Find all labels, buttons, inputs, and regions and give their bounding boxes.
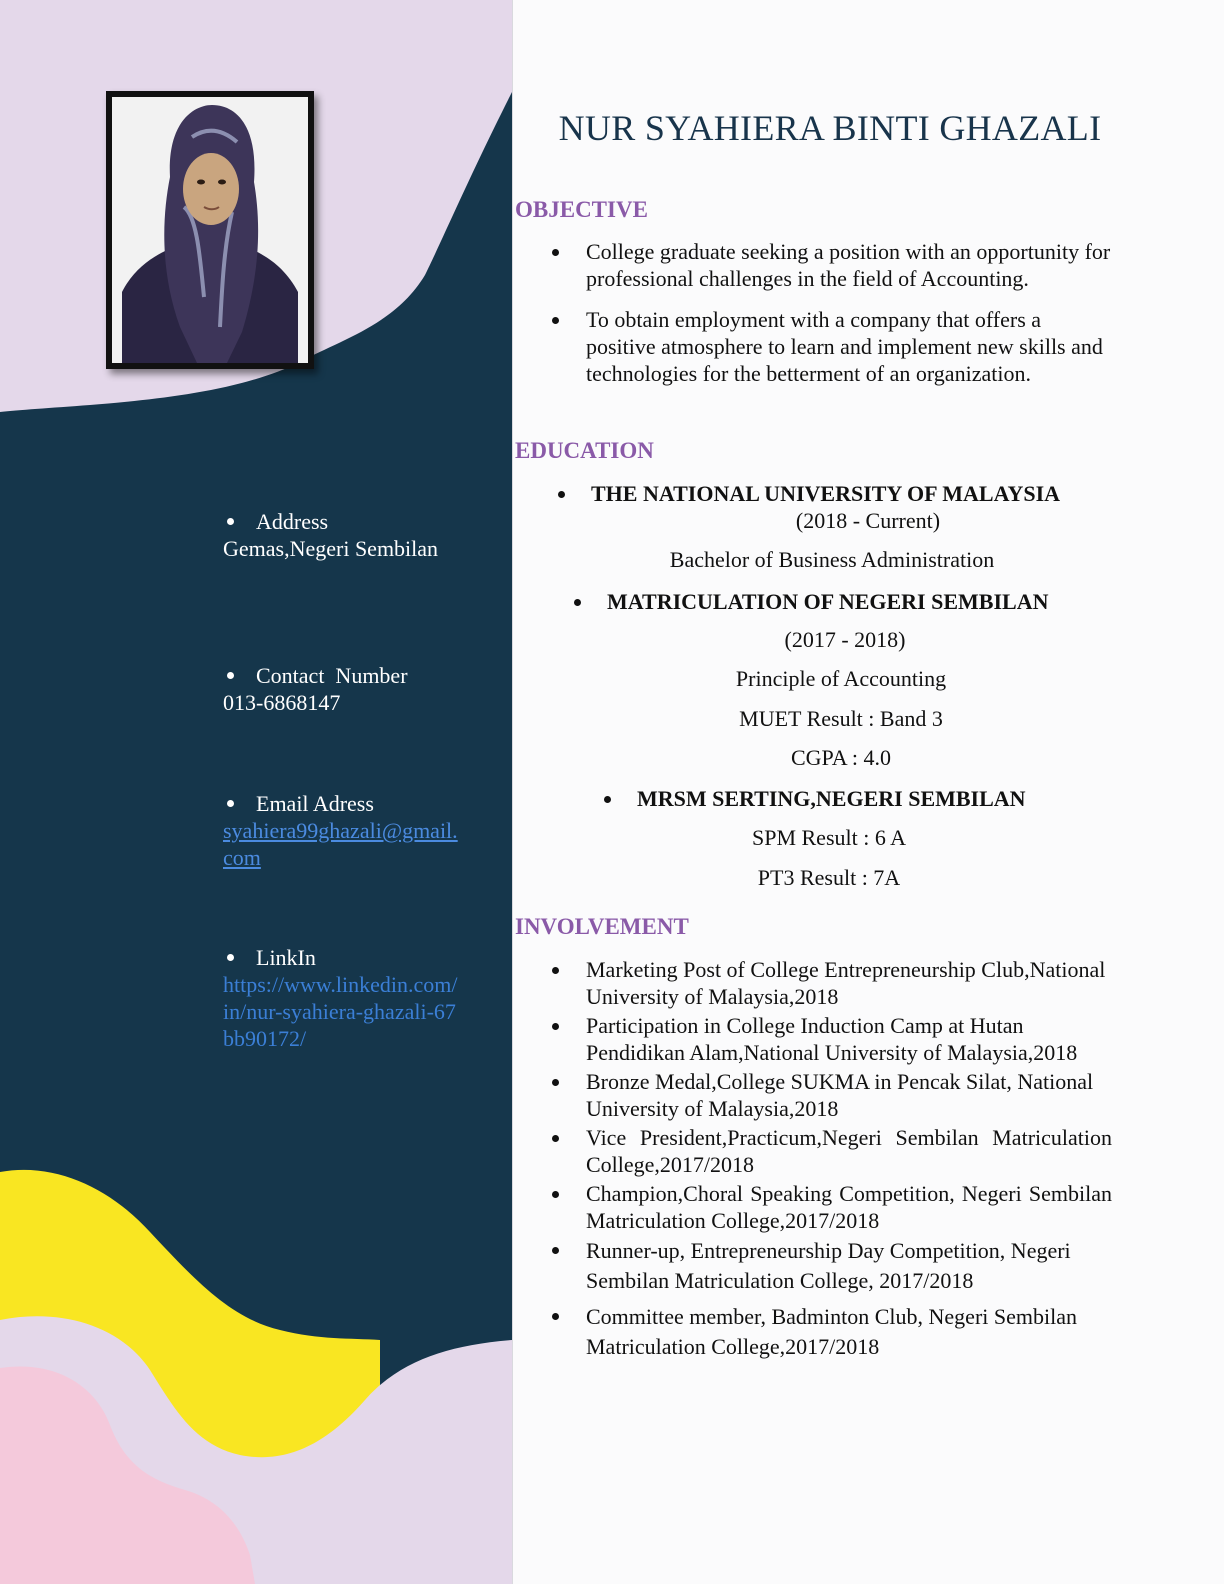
involvement-item: Committee member, Badminton Club, Negeri Sembilan Matriculation College,2017/2018 xyxy=(550,1302,1112,1362)
education-entry-school xyxy=(574,589,1048,615)
objective-item: College graduate seeking a position with an opportunity for professional challenges in the field of Accounting. xyxy=(550,238,1112,292)
involvement-heading: INVOLVEMENT xyxy=(515,914,689,939)
education-line: (2018 - Current) xyxy=(795,508,941,533)
profile-photo xyxy=(106,91,314,369)
education-line: Bachelor of Business Administration xyxy=(669,547,995,572)
phone-block xyxy=(223,662,463,716)
school-title xyxy=(604,786,1026,812)
phone-label xyxy=(223,662,463,689)
bullet-icon xyxy=(227,800,234,807)
involvement-item: Participation in College Induction Camp at Hutan Pendidikan Alam,National University of Malaysia,2018 xyxy=(550,1012,1112,1066)
school-name: THE NATIONAL UNIVERSITY OF MALAYSIA xyxy=(591,481,1061,506)
linkedin-label-text: LinkIn xyxy=(256,945,316,970)
education-line: SPM Result : 6 A xyxy=(751,825,907,850)
education-line: Principle of Accounting xyxy=(735,666,947,691)
involvement-list xyxy=(550,956,1112,1362)
address-label-text: Address xyxy=(256,509,329,534)
education-line: CGPA : 4.0 xyxy=(790,745,892,770)
involvement-item: Champion,Choral Speaking Competition, Negeri Sembilan Matriculation College,2017/2018 xyxy=(550,1180,1112,1234)
email-label xyxy=(223,790,463,817)
involvement-item: Vice President,Practicum,Negeri Sembilan Matriculation College,2017/2018 xyxy=(550,1124,1112,1178)
education-entry-school xyxy=(558,481,1060,507)
address-label xyxy=(223,508,463,535)
bullet-icon xyxy=(574,599,581,606)
involvement-item: Marketing Post of College Entrepreneurship Club,National University of Malaysia,2018 xyxy=(550,956,1112,1010)
sidebar-panel xyxy=(0,0,512,1584)
objective-item: To obtain employment with a company that offers a positive atmosphere to learn and implement new skills and technologies for the betterment of an organization. xyxy=(550,306,1112,387)
email-link[interactable]: syahiera99ghazali@gmail.com xyxy=(223,818,458,870)
school-title xyxy=(558,481,1060,507)
school-title xyxy=(574,589,1048,615)
education-heading: EDUCATION xyxy=(515,438,654,463)
bullet-icon xyxy=(227,518,234,525)
education-line: MUET Result : Band 3 xyxy=(739,706,943,731)
address-value: Gemas,Negeri Sembilan xyxy=(223,536,439,561)
profile-photo-icon xyxy=(112,97,308,363)
bullet-icon xyxy=(604,796,611,803)
education-line: PT3 Result : 7A xyxy=(757,865,901,890)
bullet-icon xyxy=(227,672,234,679)
email-label-text: Email Adress xyxy=(256,791,374,816)
email-block xyxy=(223,790,463,871)
school-name: MATRICULATION OF NEGERI SEMBILAN xyxy=(607,589,1049,614)
phone-label-text: Contact Number xyxy=(256,663,408,688)
education-line: (2017 - 2018) xyxy=(784,627,906,652)
involvement-item: Runner-up, Entrepreneurship Day Competition, Negeri Sembilan Matriculation College, 2017/2018 xyxy=(550,1236,1112,1296)
panel-divider xyxy=(512,0,513,1584)
objective-heading: OBJECTIVE xyxy=(515,197,648,222)
linkedin-label xyxy=(223,944,463,971)
bullet-icon xyxy=(558,491,565,498)
involvement-item: Bronze Medal,College SUKMA in Pencak Silat, National University of Malaysia,2018 xyxy=(550,1068,1112,1122)
linkedin-link[interactable]: https://www.linkedin.com/in/nur-syahiera-ghazali-67bb90172/ xyxy=(223,972,458,1051)
bullet-icon xyxy=(227,954,234,961)
candidate-name: NUR SYAHIERA BINTI GHAZALI xyxy=(558,108,1102,148)
phone-value: 013-6868147 xyxy=(223,690,341,715)
linkedin-block xyxy=(223,944,463,1052)
school-name: MRSM SERTING,NEGERI SEMBILAN xyxy=(637,786,1026,811)
objective-list xyxy=(550,238,1112,387)
address-block xyxy=(223,508,463,562)
education-entry-school xyxy=(604,786,1026,812)
